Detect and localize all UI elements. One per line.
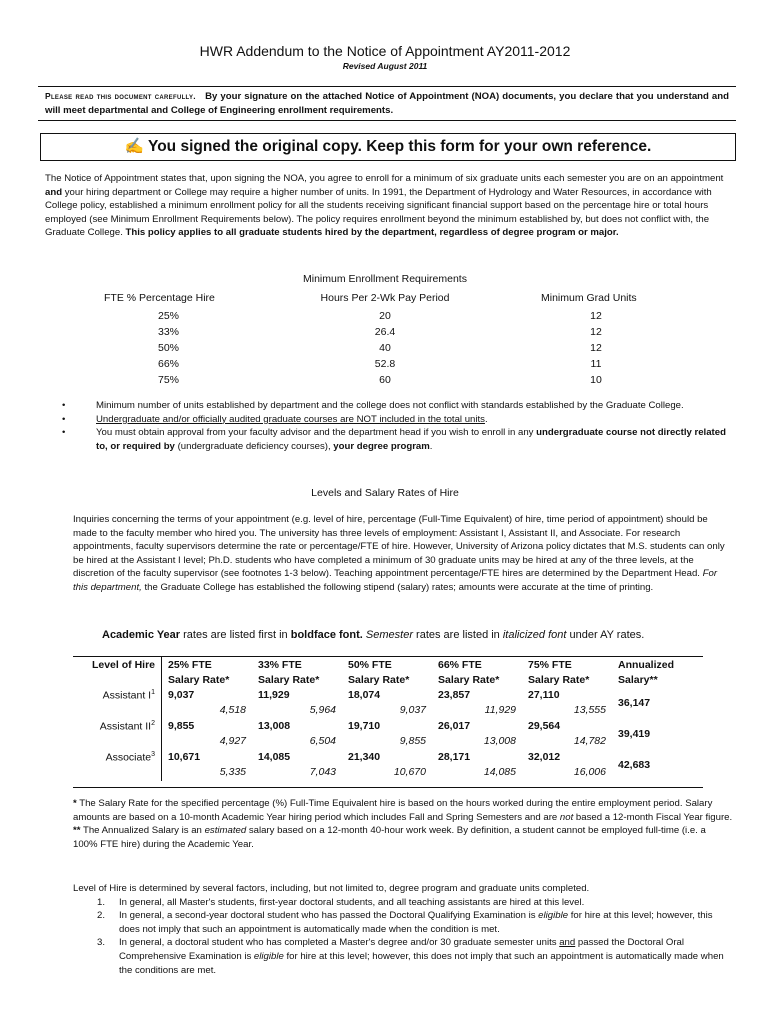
fte-cell: 66% [158, 358, 180, 370]
bullet-item [62, 413, 732, 427]
fte-cell: 75% [158, 374, 180, 386]
document-title: HWR Addendum to the Notice of Appointment AY2011-2012 [199, 43, 571, 59]
sem-rate: 9,037 [399, 704, 426, 717]
level-spacer [73, 765, 162, 781]
salary-rate-label: Salary Rate* [258, 673, 320, 686]
list-item [73, 909, 733, 936]
level-of-hire-section [73, 882, 733, 977]
salary-rate-label: Salary Rate* [528, 673, 590, 686]
ay-rate: 9,855 [168, 719, 195, 732]
col-level-header: Level of Hire [73, 656, 162, 688]
legend-bold: Academic Year [102, 629, 181, 641]
annual-salary: 39,419 [618, 727, 651, 740]
col-fte-header [252, 656, 342, 688]
units-cell: 12 [590, 326, 602, 338]
list-text: passed the Doctoral Oral Comprehensive Examination is [119, 937, 685, 963]
level-label: Assistant I [102, 689, 152, 702]
footnote-mark: 2 [151, 719, 155, 727]
footnote-star: ** [73, 825, 81, 837]
legend-text: rates are listed first in [180, 629, 291, 641]
list-text: for hire at this level; however, this does not imply that such an appointment is automatically made when the conditions are met. [119, 951, 724, 976]
sem-rate: 13,555 [573, 704, 606, 717]
sem-rate: 10,670 [393, 766, 426, 779]
no-writing-icon: ✍ [124, 138, 144, 155]
annual-salary: 42,683 [618, 758, 651, 771]
table-row [73, 703, 704, 719]
hours-cell: 60 [379, 374, 391, 386]
top-rule [38, 86, 736, 87]
col-annual-header [612, 656, 704, 688]
footnote-text: based a 12-month Fiscal Year figure. [573, 811, 733, 823]
ay-rate: 23,857 [438, 688, 471, 701]
fte-pct: 25% FTE [168, 659, 212, 671]
sem-rate: 11,929 [484, 704, 516, 717]
bullet-text: Minimum number of units established by department and the college does not conflict with standards established by the Graduate College. [96, 400, 684, 411]
annualized-label: Annualized [618, 659, 675, 671]
units-cell: 10 [590, 374, 602, 386]
level-spacer [73, 734, 162, 750]
policy-text-2: your hiring department or College may require a higher number of units. In 1991, the Department of Hydrology and Water Resources, in accordance with College policy, established a minimum enrollment policy for all the students receiving significant financial support based on the percentage hire or total hours employed (see Minimum Enrollment Requirements below). The policy requires enrollment beyond the minimum established by, but does not conflict with, the Graduate College. [45, 186, 712, 239]
table-row [73, 719, 704, 735]
bullet-item [62, 426, 732, 453]
sem-rate: 6,504 [309, 735, 336, 748]
bullet-period: . [429, 440, 433, 452]
bullet-bold: undergraduate course not directly related to, or required by [96, 427, 726, 452]
units-cell: 12 [590, 342, 602, 354]
bullet-bold: your degree program [333, 440, 430, 452]
levels-paragraph [73, 513, 733, 595]
list-number: 1. [97, 896, 106, 908]
fte-pct: 50% FTE [348, 659, 392, 671]
level-label: Assistant II [99, 720, 152, 733]
bullet-item [62, 399, 732, 413]
level-name [73, 750, 162, 766]
revised-date: Revised August 2011 [342, 61, 428, 71]
hire-intro-text: Level of Hire is determined by several factors, including, but not limited to, degree program and graduate units completed. [73, 883, 590, 894]
sem-rate: 5,335 [219, 766, 246, 779]
footnote-star: * [73, 798, 77, 809]
hours-cell: 40 [379, 342, 391, 354]
salary-rate-label: Salary Rate* [438, 673, 500, 686]
list-text: In general, all Master's students, first-year doctoral students, and all teaching assistants are hired at this level. [119, 896, 585, 908]
table-row [73, 750, 704, 766]
sem-rate: 4,518 [219, 704, 246, 717]
salary-label: Salary** [618, 673, 658, 686]
levels-heading: Levels and Salary Rates of Hire [311, 487, 459, 499]
ay-rate: 29,564 [528, 719, 561, 732]
fte-pct: 75% FTE [528, 659, 572, 671]
list-item [73, 936, 733, 977]
footnote-salary-rate [73, 797, 733, 824]
policy-text-1: The Notice of Appointment states that, upon signing the NOA, you agree to enroll for a minimum of six graduate units each semester you are on an appointment [45, 173, 724, 184]
ay-rate: 21,340 [348, 750, 381, 763]
list-italic: eligible [538, 910, 569, 922]
read-carefully-lead: Please read this document carefully. [45, 91, 196, 101]
enrollment-heading: Minimum Enrollment Requirements [303, 273, 467, 285]
hours-cell: 52.8 [374, 358, 396, 370]
legend-italic: Semester [365, 629, 413, 641]
levels-text-2: the Graduate College has established the following stipend (salary) rates; amounts were accurate at the time of printing. [141, 582, 654, 594]
sem-rate: 14,085 [483, 766, 516, 779]
salary-rate-label: Salary Rate* [168, 673, 230, 686]
units-cell: 11 [590, 358, 602, 370]
sem-rate: 14,782 [573, 735, 606, 748]
policy-bold-statement: This policy applies to all graduate students hired by the department, regardless of degree program or major. [125, 227, 619, 239]
lower-rule [38, 120, 736, 121]
col-fte-header [432, 656, 522, 688]
salary-table [73, 656, 704, 781]
bullet-period: . [484, 413, 488, 425]
list-underline: and [559, 937, 576, 949]
footnote-text: The Annualized Salary is an [80, 825, 205, 837]
footnote-text: The Salary Rate for the specified percentage (%) Full-Time Equivalent hire is based on the hours worked during the entire employment period. Salary amounts are based on a 10-month Academic Year hiring period which includes Fall and Spring Semesters and are [73, 798, 713, 823]
ay-rate: 18,074 [348, 688, 381, 701]
level-spacer [73, 703, 162, 719]
legend-text: under AY rates. [566, 629, 645, 641]
ay-rate: 10,671 [168, 750, 201, 763]
footnote-text: salary based on a 12-month 40-hour work week. By definition, a student cannot be employed full-time (i.e. a 100% FTE hire) during the Academic Year. [73, 825, 706, 850]
col-units-header: Minimum Grad Units [541, 292, 637, 304]
requirements-bullets [62, 399, 732, 453]
list-italic: eligible [253, 951, 284, 963]
list-text: In general, a second-year doctoral student who has passed the Doctoral Qualifying Examination is [119, 910, 539, 922]
hours-cell: 20 [379, 310, 391, 322]
list-item [73, 896, 733, 910]
legend-italic: italicized font [502, 629, 567, 641]
list-number: 3. [97, 937, 106, 949]
sem-rate: 5,964 [309, 704, 336, 717]
salary-footnotes [73, 797, 733, 851]
ay-rate: 32,012 [528, 750, 561, 763]
bullet-text: (undergraduate deficiency courses), [174, 440, 334, 452]
declaration-text: By your signature on the attached Notice of Appointment (NOA) documents, you declare that you understand and will meet departmental and College of Engineering enrollment requirements. [45, 91, 729, 116]
bullet-dot: • [62, 413, 66, 425]
ay-rate: 27,110 [528, 688, 560, 701]
list-text: for hire at this level; however, this does not imply that such an appointment is automatically made when the condition is met. [119, 910, 713, 935]
footnote-italic: estimated [204, 825, 247, 837]
ay-rate: 28,171 [438, 750, 471, 763]
ay-rate: 9,037 [168, 688, 195, 701]
footnote-italic: not [559, 811, 574, 823]
hours-cell: 26.4 [374, 326, 396, 338]
fte-cell: 25% [158, 310, 180, 322]
levels-italic: For this department, [73, 568, 718, 594]
rates-legend [102, 628, 722, 644]
fte-cell: 33% [158, 326, 180, 338]
fte-cell: 50% [158, 342, 180, 354]
reference-notice-text: You signed the original copy. Keep this form for your own reference. [148, 138, 652, 155]
signature-declaration [45, 90, 729, 117]
col-fte-header: FTE % Percentage Hire [104, 292, 215, 304]
ay-rate: 13,008 [258, 719, 291, 732]
fte-pct: 33% FTE [258, 659, 302, 671]
bullet-text-underlined: Undergraduate and/or officially audited graduate courses are NOT included in the total units [96, 413, 485, 425]
bullet-dot: • [62, 400, 66, 411]
legend-bold: boldface font. [290, 629, 363, 641]
table-header-row [73, 656, 704, 688]
annual-salary: 36,147 [618, 696, 651, 709]
salary-rate-label: Salary Rate* [348, 673, 410, 686]
table-row [73, 765, 704, 781]
policy-and: and [45, 186, 63, 198]
table-row [73, 734, 704, 750]
sem-rate: 4,927 [219, 735, 246, 748]
col-hours-header: Hours Per 2-Wk Pay Period [320, 292, 450, 304]
col-fte-header [342, 656, 432, 688]
list-number: 2. [97, 910, 106, 922]
ay-rate: 19,710 [348, 719, 381, 732]
level-name [73, 688, 162, 704]
sem-rate: 16,006 [573, 766, 606, 779]
ay-rate: 26,017 [438, 719, 471, 732]
col-fte-header [162, 656, 253, 688]
levels-text-1: Inquiries concerning the terms of your appointment (e.g. level of hire, percentage (Full-Time Equivalent) of hire, time period of appointment) should be made to the faculty member who hired you. The university has three levels of employment: Assistant I, Assistant II, and Associate. For research appointments, faculty supervisors determine the rate or percentage/FTE of hire. However, University of Arizona policy dictates that M.S. students can only be hired at the Assistant I level; Ph.D. students who have completed a minimum of 30 graduate units may be hired at any of the three levels, at the discretion of the faculty supervisor (see footnotes 1-3 below). Teaching appointment percentage/FTE hires are determined by the Department Head. [73, 514, 725, 580]
col-fte-header [522, 656, 612, 688]
footnote-annualized [73, 824, 733, 851]
sem-rate: 9,855 [399, 735, 426, 748]
bullet-text: You must obtain approval from your faculty advisor and the department head if you wish to enroll in any [96, 427, 537, 439]
sem-rate: 7,043 [309, 766, 336, 779]
footnote-mark: 1 [151, 688, 155, 696]
footnote-mark: 3 [151, 750, 155, 758]
level-label: Associate [105, 751, 152, 764]
table-row [73, 688, 704, 704]
bullet-dot: • [62, 427, 66, 439]
ay-rate: 11,929 [258, 688, 290, 701]
units-cell: 12 [590, 310, 602, 322]
enrollment-policy-paragraph [45, 172, 733, 240]
reference-notice-box [40, 133, 736, 161]
list-text: In general, a doctoral student who has completed a Master's degree and/or 30 graduate semester units [119, 937, 560, 949]
sem-rate: 13,008 [483, 735, 516, 748]
fte-pct: 66% FTE [438, 659, 482, 671]
level-name [73, 719, 162, 735]
legend-text: rates are listed in [412, 629, 503, 641]
ay-rate: 14,085 [258, 750, 291, 763]
